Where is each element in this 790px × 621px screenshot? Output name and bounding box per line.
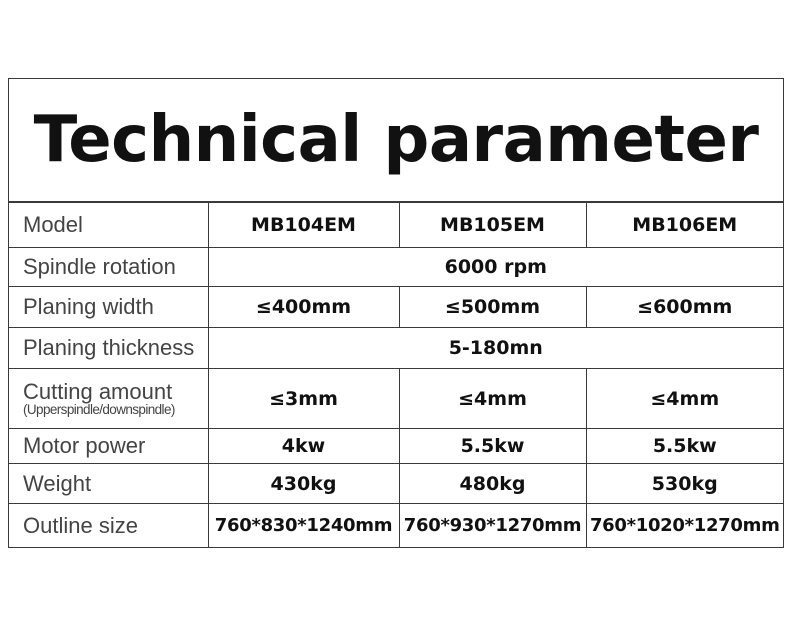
planing-width-value: ≤400mm — [208, 287, 399, 328]
outline-size-value: 760*930*1270mm — [399, 504, 586, 548]
outline-size-label: Outline size — [9, 504, 208, 548]
planing-width-value: ≤600mm — [586, 287, 783, 328]
weight-label: Weight — [9, 464, 208, 504]
cutting-amount-title: Cutting amount — [23, 378, 173, 404]
spindle-rotation-label: Spindle rotation — [9, 248, 208, 287]
model-mb104em: MB104EM — [208, 203, 399, 248]
weight-value: 530kg — [586, 464, 783, 504]
spindle-rotation-value: 6000 rpm — [208, 248, 783, 287]
weight-value: 430kg — [208, 464, 399, 504]
weight-value: 480kg — [399, 464, 586, 504]
table-row — [9, 464, 783, 504]
motor-power-value: 4kw — [208, 429, 399, 464]
table-row — [9, 504, 783, 548]
parameter-table — [9, 202, 783, 548]
planing-thickness-label: Planing thickness — [9, 328, 208, 369]
table-row — [9, 287, 783, 328]
table-row — [9, 328, 783, 369]
parameter-sheet — [8, 78, 784, 548]
table-row — [9, 369, 783, 429]
table-row — [9, 248, 783, 287]
motor-power-value: 5.5kw — [399, 429, 586, 464]
outline-size-value: 760*1020*1270mm — [586, 504, 783, 548]
planing-width-value: ≤500mm — [399, 287, 586, 328]
planing-width-label: Planing width — [9, 287, 208, 328]
planing-thickness-value: 5-180mn — [208, 328, 783, 369]
page-title: Technical parameter — [9, 79, 783, 202]
cutting-amount-value: ≤3mm — [208, 369, 399, 429]
model-mb106em: MB106EM — [586, 203, 783, 248]
outline-size-value: 760*830*1240mm — [208, 504, 399, 548]
cutting-amount-value: ≤4mm — [399, 369, 586, 429]
motor-power-label: Motor power — [9, 429, 208, 464]
cutting-amount-value: ≤4mm — [586, 369, 783, 429]
table-row — [9, 203, 783, 248]
motor-power-value: 5.5kw — [586, 429, 783, 464]
cutting-amount-sublabel: (Upperspindle/downspindle) — [23, 401, 175, 417]
model-mb105em: MB105EM — [399, 203, 586, 248]
table-row — [9, 429, 783, 464]
cutting-amount-label — [9, 369, 208, 429]
model-label: Model — [9, 203, 208, 248]
